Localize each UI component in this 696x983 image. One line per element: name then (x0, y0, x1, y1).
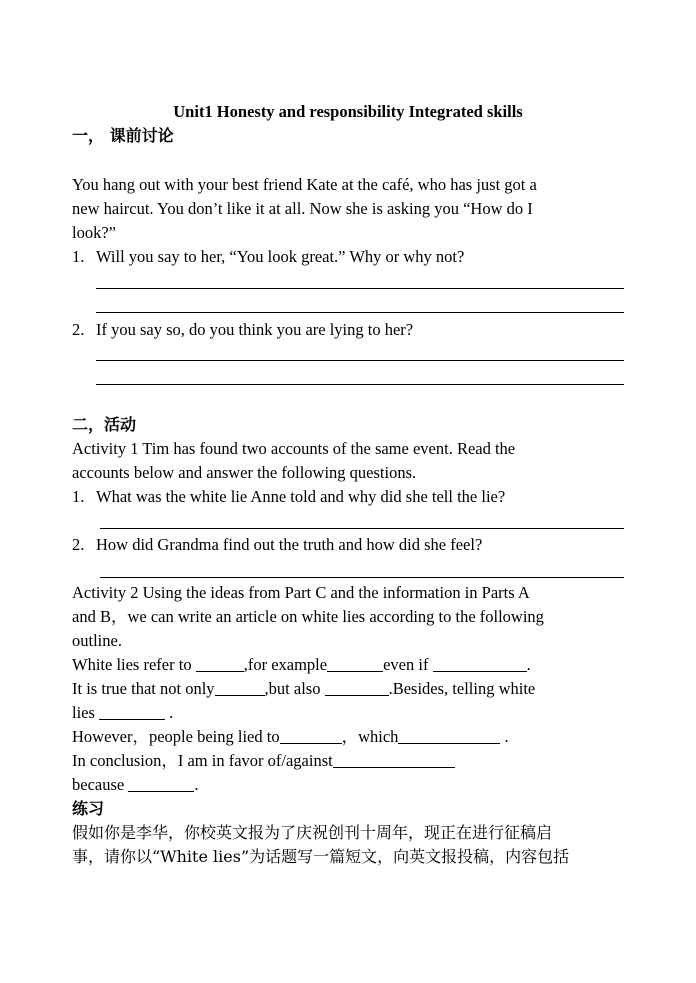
answer-line[interactable] (96, 312, 624, 313)
question-number: 1. (72, 487, 85, 506)
activity1-line: Activity 1 Tim has found two accounts of the same event. Read the (72, 439, 516, 458)
outline-text: lies (72, 703, 100, 722)
outline-line-6 (72, 773, 198, 797)
outline-text: ，which (341, 727, 399, 746)
outline-text: . (500, 727, 509, 746)
fill-blank[interactable] (215, 679, 265, 696)
outline-text: ,but also (264, 679, 325, 698)
outline-line-2 (72, 677, 535, 701)
activity2-line: and B，we can write an article on white lies according to the following (72, 607, 544, 626)
section-heading-activities: 二，活动 (72, 415, 137, 434)
practice-line: 假如你是李华，你校英文报为了庆祝创刊十周年，现正在进行征稿启 (72, 823, 553, 842)
question-number: 1. (72, 247, 85, 266)
activity1-question-1 (72, 485, 505, 509)
fill-blank[interactable] (327, 655, 383, 672)
page-title: Unit1 Honesty and responsibility Integrated skills (173, 102, 523, 121)
outline-text: . (165, 703, 174, 722)
outline-line-1 (72, 653, 531, 677)
outline-text: ,for example (243, 655, 328, 674)
outline-line-5 (72, 749, 455, 773)
outline-text: In conclusion，I am in favor of/against (72, 751, 333, 770)
question-text: Will you say to her, “You look great.” Why or why not? (96, 247, 465, 266)
answer-line[interactable] (96, 360, 624, 361)
question-text: How did Grandma find out the truth and how did she feel? (96, 535, 483, 554)
practice-line: 事，请你以“White lies”为话题写一篇短文，向英文报投稿，内容包括 (72, 847, 570, 866)
outline-line-3 (72, 701, 173, 725)
answer-line[interactable] (96, 288, 624, 289)
activity1-question-2 (72, 533, 482, 557)
outline-text: because (72, 775, 129, 794)
outline-text: . (526, 655, 531, 674)
question-1 (72, 245, 464, 269)
activity1-line: accounts below and answer the following questions. (72, 463, 417, 482)
question-text: If you say so, do you think you are lying to her? (96, 320, 414, 339)
fill-blank[interactable] (280, 727, 342, 744)
outline-text: even if (383, 655, 433, 674)
fill-blank[interactable] (99, 703, 165, 720)
outline-line-4 (72, 725, 509, 749)
fill-blank[interactable] (433, 655, 527, 672)
fill-blank[interactable] (196, 655, 244, 672)
answer-line[interactable] (100, 577, 624, 578)
activity2-line: Activity 2 Using the ideas from Part C and the information in Parts A (72, 583, 530, 602)
outline-text: However，people being lied to (72, 727, 280, 746)
outline-text: . (194, 775, 199, 794)
scenario-line: You hang out with your best friend Kate at the café, who has just got a (72, 175, 537, 194)
activity2-line: outline. (72, 631, 122, 650)
outline-text: .Besides, telling white (388, 679, 536, 698)
question-number: 2. (72, 320, 85, 339)
question-2 (72, 318, 413, 342)
fill-blank[interactable] (398, 727, 500, 744)
question-number: 2. (72, 535, 85, 554)
fill-blank[interactable] (333, 751, 455, 768)
scenario-line: new haircut. You don’t like it at all. Now she is asking you “How do I (72, 199, 533, 218)
question-text: What was the white lie Anne told and why did she tell the lie? (96, 487, 506, 506)
outline-text: It is true that not only (72, 679, 215, 698)
section-heading-practice: 练习 (72, 799, 105, 818)
fill-blank[interactable] (325, 679, 389, 696)
section-heading-discussion: 一， 课前讨论 (72, 126, 174, 145)
scenario-line: look?” (72, 223, 116, 242)
outline-text: White lies refer to (72, 655, 196, 674)
answer-line[interactable] (100, 528, 624, 529)
fill-blank[interactable] (128, 775, 194, 792)
answer-line[interactable] (96, 384, 624, 385)
